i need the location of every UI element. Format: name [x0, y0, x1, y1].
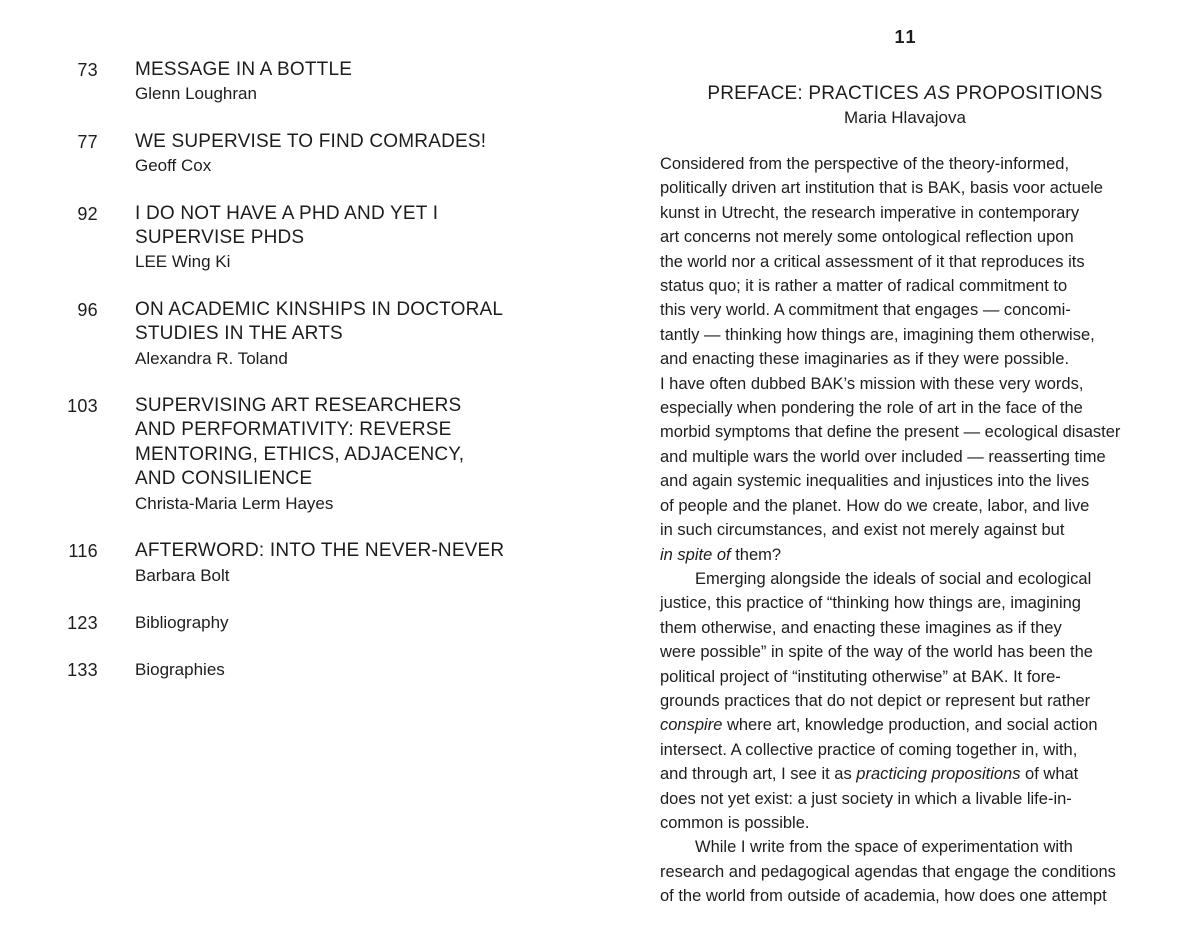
preface-body-line [660, 396, 1160, 420]
preface-body-line [660, 543, 1160, 567]
toc-entry [40, 611, 570, 635]
table-of-contents [40, 58, 570, 706]
preface-body-line [660, 445, 1160, 469]
preface-body-line [660, 298, 1160, 322]
toc-entry [40, 130, 570, 179]
toc-entry-title-line: STUDIES IN THE ARTS [135, 323, 343, 345]
text-segment: this very world. A commitment that engages — concomi- [660, 301, 1071, 320]
text-segment: and through art, I see it as [660, 765, 857, 784]
text-segment: in such circumstances, and exist not merely against but [660, 521, 1065, 540]
text-segment: common is possible. [660, 813, 810, 832]
preface-body-line [660, 567, 1160, 591]
text-segment: of the world from outside of academia, how does one attempt [660, 887, 1107, 906]
toc-entry [40, 58, 570, 107]
text-segment: them otherwise, and enacting these imagines as if they [660, 618, 1062, 637]
preface-author: Maria Hlavajova [844, 108, 966, 127]
toc-entry-text [135, 394, 464, 516]
text-segment: political project of “instituting otherwise” at BAK. It fore- [660, 667, 1061, 686]
text-segment: PREFACE: PRACTICES [707, 83, 925, 104]
toc-entry-title-line: ON ACADEMIC KINSHIPS IN DOCTORAL [135, 298, 504, 320]
preface-body-line [660, 665, 1160, 689]
text-segment: politically driven art institution that is BAK, basis voor actuele [660, 179, 1103, 198]
text-segment: of what [1020, 765, 1079, 784]
preface-body-line [660, 762, 1160, 786]
preface-body-line [660, 225, 1160, 249]
toc-page-number: 123 [67, 612, 98, 633]
toc-entry-text [135, 658, 225, 682]
toc-entry-author: LEE Wing Ki [135, 252, 231, 272]
toc-entry-text [135, 58, 352, 107]
preface-body-line [660, 420, 1160, 444]
toc-entry-author: Glenn Loughran [135, 84, 257, 104]
preface-body-line [660, 518, 1160, 542]
toc-entry-plain-title: Biographies [135, 660, 225, 680]
toc-entry-author: Barbara Bolt [135, 565, 230, 585]
preface-body-line [660, 372, 1160, 396]
text-segment: PROPOSITIONS [950, 83, 1103, 104]
toc-entry-title-line: I DO NOT HAVE A PHD AND YET I [135, 202, 439, 224]
preface-body-line [660, 860, 1160, 884]
text-segment: While I write from the space of experimentation with [695, 838, 1073, 857]
text-segment: were possible” in spite of the way of the world has been the [660, 643, 1093, 662]
toc-entry-text [135, 202, 438, 275]
toc-entry-title-line: MENTORING, ETHICS, ADJACENCY, [135, 443, 465, 465]
text-segment: the world nor a critical assessment of it that reproduces its [660, 252, 1085, 271]
text-segment: tantly — thinking how things are, imagining them otherwise, [660, 325, 1095, 344]
text-segment: research and pedagogical agendas that engage the conditions [660, 862, 1116, 881]
text-segment: I have often dubbed BAK’s mission with these very words, [660, 374, 1084, 393]
toc-entry-text [135, 130, 486, 179]
preface-body-line [660, 811, 1160, 835]
toc-entry-title-line: SUPERVISE PHDS [135, 227, 305, 249]
italic-text-segment: practicing propositions [856, 765, 1021, 784]
preface-body-line [660, 787, 1160, 811]
toc-entry-title-line: WE SUPERVISE TO FIND COMRADES! [135, 130, 487, 152]
toc-page-number: 92 [77, 203, 98, 224]
text-segment: morbid symptoms that define the present — ecological disaster [660, 423, 1121, 442]
text-segment: Considered from the perspective of the theory-informed, [660, 155, 1070, 173]
preface-body-line [660, 176, 1160, 200]
text-segment: especially when pondering the role of art in the face of the [660, 399, 1083, 418]
preface-body-line [660, 201, 1160, 225]
text-segment: and again systemic inequalities and injustices into the lives [660, 472, 1090, 491]
toc-page-number: 96 [77, 299, 98, 320]
toc-entry-text [135, 298, 503, 371]
toc-entry [40, 298, 570, 371]
preface-body-line [660, 152, 1160, 176]
text-segment: them? [730, 545, 782, 564]
preface-body-line [660, 640, 1160, 664]
text-segment: justice, this practice of “thinking how things are, imagining [660, 594, 1081, 613]
preface-body-line [660, 835, 1160, 859]
toc-entry-text [135, 611, 229, 635]
text-segment: Emerging alongside the ideals of social and ecological [695, 569, 1092, 588]
toc-entry [40, 539, 570, 588]
toc-entry-title-line: SUPERVISING ART RESEARCHERS [135, 395, 462, 417]
text-segment: where art, knowledge production, and social action [722, 716, 1098, 735]
toc-entry-plain-title: Bibliography [135, 612, 229, 632]
preface-body-line [660, 738, 1160, 762]
italic-text-segment: AS [924, 83, 951, 104]
toc-entry [40, 394, 570, 516]
toc-entry-author: Christa-Maria Lerm Hayes [135, 493, 334, 513]
toc-entry-author: Alexandra R. Toland [135, 348, 288, 368]
text-segment: and multiple wars the world over included — reasserting time [660, 447, 1106, 466]
preface-body-line [660, 689, 1160, 713]
toc-entry-title-line: MESSAGE IN A BOTTLE [135, 59, 353, 80]
italic-text-segment: conspire [660, 716, 723, 735]
toc-entry [40, 202, 570, 275]
preface-body-line [660, 616, 1160, 640]
text-segment: kunst in Utrecht, the research imperative in contemporary [660, 203, 1080, 222]
text-segment: intersect. A collective practice of coming together in, with, [660, 740, 1078, 759]
toc-entry-title-line: AND PERFORMATIVITY: REVERSE [135, 419, 452, 441]
toc-entry-title-line: AND CONSILIENCE [135, 468, 313, 490]
preface-body-line [660, 347, 1160, 371]
page-number: 11 [894, 27, 918, 47]
toc-page-number: 77 [77, 131, 98, 152]
text-segment: and enacting these imaginaries as if they were possible. [660, 350, 1070, 369]
text-segment: grounds practices that do not depict or represent but rather [660, 691, 1091, 710]
italic-text-segment: in spite of [660, 545, 731, 564]
toc-page-number: 133 [67, 660, 98, 681]
text-segment: status quo; it is rather a matter of radical commitment to [660, 277, 1068, 296]
toc-entry-text [135, 539, 504, 588]
toc-page-number: 103 [67, 396, 98, 417]
text-segment: does not yet exist: a just society in which a livable life-in- [660, 789, 1072, 808]
toc-page-number: 116 [68, 541, 98, 562]
preface-body-line [660, 591, 1160, 615]
toc-entry-title-line: AFTERWORD: INTO THE NEVER-NEVER [135, 540, 505, 562]
preface-body-line [660, 494, 1160, 518]
preface-body-line [660, 250, 1160, 274]
toc-entry-author: Geoff Cox [135, 156, 212, 176]
toc-page-number: 73 [77, 60, 98, 80]
text-segment: of people and the planet. How do we create, labor, and live [660, 496, 1090, 515]
preface-title [655, 82, 1155, 106]
preface-body-line [660, 274, 1160, 298]
preface-body-line [660, 884, 1160, 908]
text-segment: art concerns not merely some ontological reflection upon [660, 228, 1074, 247]
preface-body-line [660, 323, 1160, 347]
preface-body-line [660, 713, 1160, 737]
preface-body-line [660, 469, 1160, 493]
preface-body [660, 152, 1160, 909]
toc-entry [40, 658, 570, 682]
